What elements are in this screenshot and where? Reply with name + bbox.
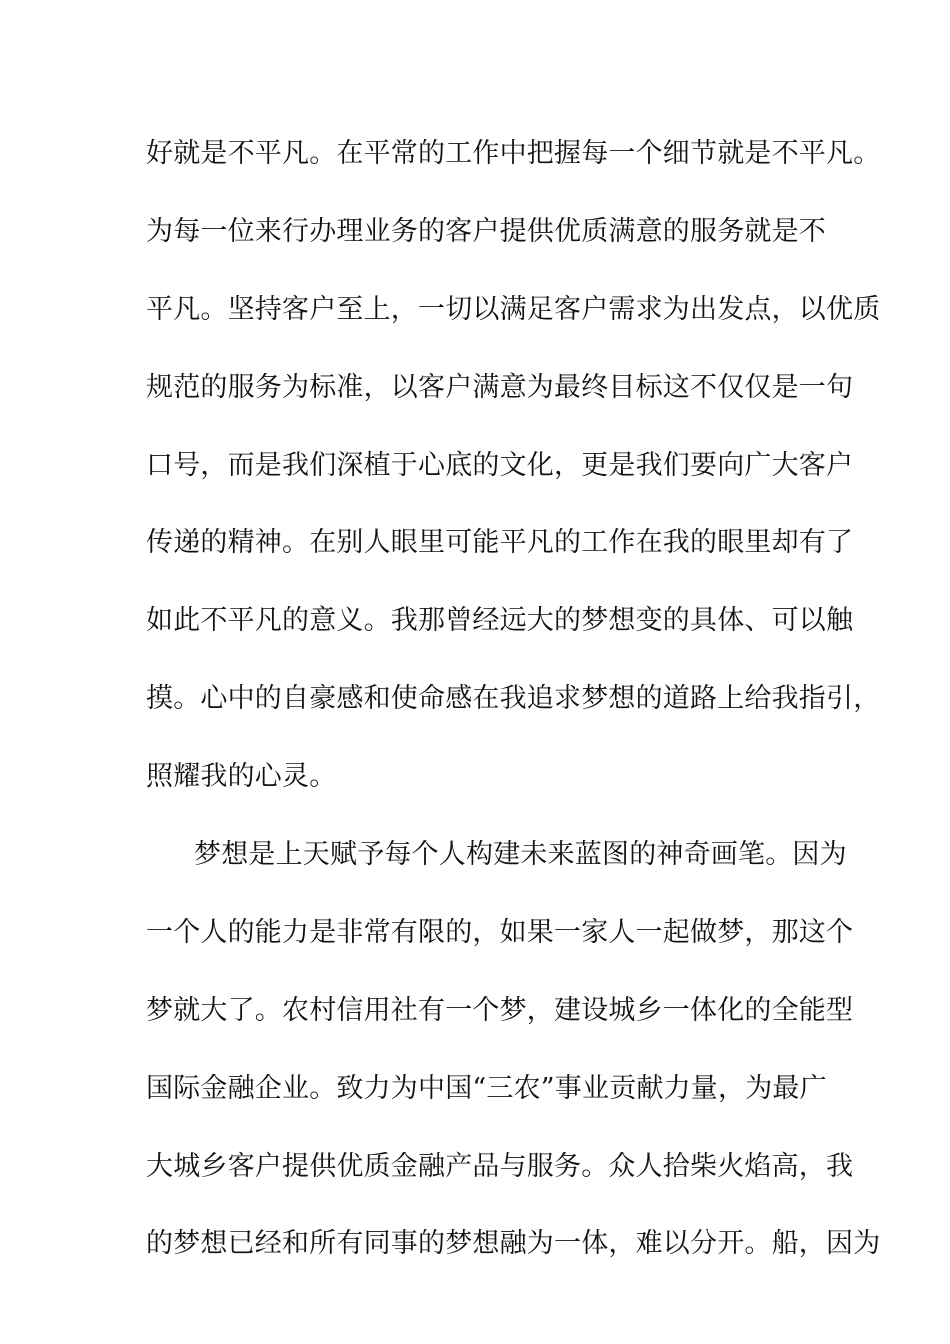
text-line: 平凡。坚持客户至上，一切以满足客户需求为出发点，以优质 [146,293,881,325]
text-line: 国际金融企业。致力为中国“三农”事业贡献力量，为最广 [146,1072,827,1104]
text-line: 梦就大了。农村信用社有一个梦，建设城乡一体化的全能型 [146,994,854,1026]
text-line: 如此不平凡的意义。我那曾经远大的梦想变的具体、可以触 [146,605,854,637]
text-line: 大城乡客户提供优质金融产品与服务。众人拾柴火焰高，我 [146,1150,854,1182]
body-text [146,126,881,1294]
text-line: 口号，而是我们深植于心底的文化，更是我们要向广大客户 [146,449,854,481]
text-line: 照耀我的心灵。 [146,761,337,793]
text-line: 一个人的能力是非常有限的，如果一家人一起做梦，那这个 [146,916,854,948]
text-line: 为每一位来行办理业务的客户提供优质满意的服务就是不 [146,215,826,247]
text-line: 的梦想已经和所有同事的梦想融为一体，难以分开。船，因为 [146,1228,881,1260]
text-line: 传递的精神。在别人眼里可能平凡的工作在我的眼里却有了 [146,527,854,559]
text-line: 好就是不平凡。在平常的工作中把握每一个细节就是不平凡。 [146,138,881,169]
text-line: 摸。心中的自豪感和使命感在我追求梦想的道路上给我指引， [146,683,881,715]
text-line: 规范的服务为标准，以客户满意为最终目标这不仅仅是一句 [146,371,854,403]
paragraph-start-line: 梦想是上天赋予每个人构建未来蓝图的神奇画笔。因为 [194,839,847,871]
